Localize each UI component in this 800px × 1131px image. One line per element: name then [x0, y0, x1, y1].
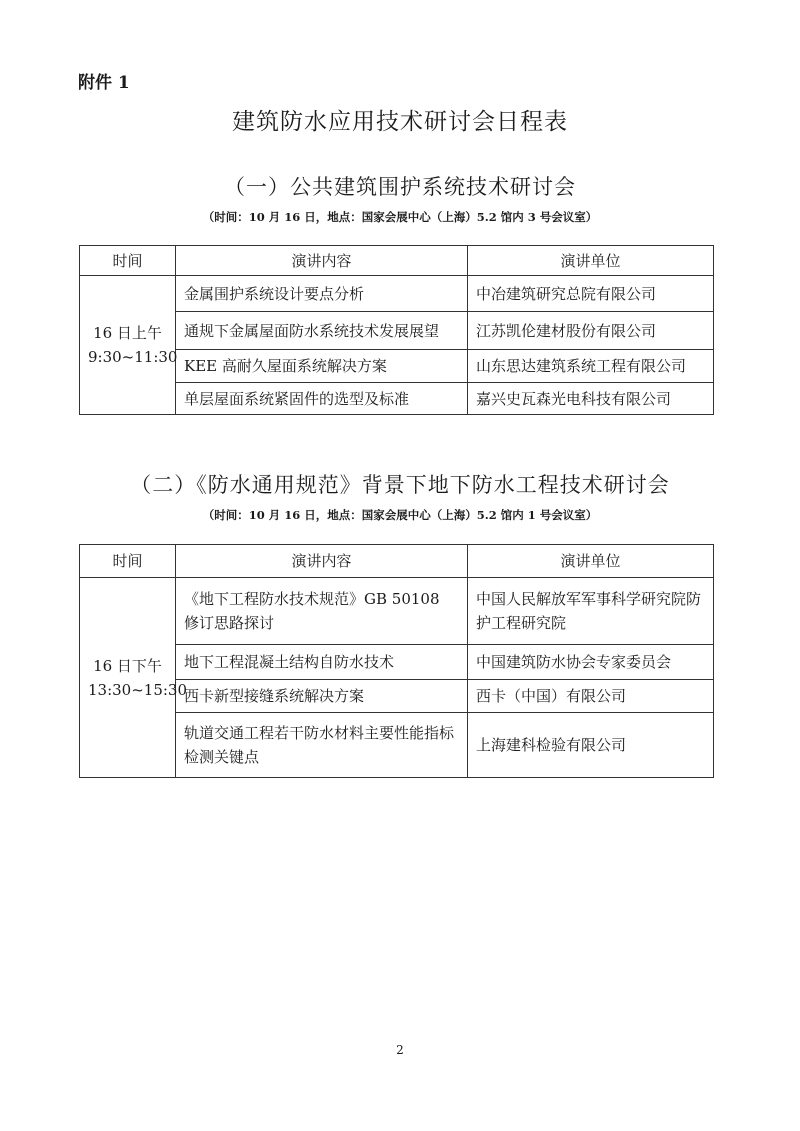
page-title: 建筑防水应用技术研讨会日程表	[232, 109, 568, 135]
time-date: 16 日上午	[93, 324, 162, 342]
schedule-table-2	[79, 544, 714, 778]
talk-title: 西卡新型接缝系统解决方案	[176, 680, 468, 713]
speaker-unit: 西卡（中国）有限公司	[468, 680, 714, 713]
section-2-title: （二）《防水通用规范》背景下地下防水工程技术研讨会	[130, 473, 670, 497]
table-row	[80, 276, 714, 312]
table-row	[80, 645, 714, 680]
attachment-label: 附件 1	[78, 73, 130, 93]
section-1-note: （时间：10 月 16 日，地点：国家会展中心（上海）5.2 馆内 3 号会议室）	[202, 210, 598, 224]
speaker-unit: 中国建筑防水协会专家委员会	[468, 645, 714, 680]
header-unit: 演讲单位	[468, 545, 714, 578]
talk-title: 《地下工程防水技术规范》GB 50108 修订思路探讨	[176, 578, 468, 645]
talk-title: 金属围护系统设计要点分析	[176, 276, 468, 312]
talk-title: 地下工程混凝土结构自防水技术	[176, 645, 468, 680]
time-range: 13:30~15:30	[88, 680, 188, 699]
table-header-row	[80, 246, 714, 276]
speaker-unit: 江苏凯伦建材股份有限公司	[468, 312, 714, 350]
time-date: 16 日下午	[93, 656, 162, 675]
table-header-row	[80, 545, 714, 578]
table-row	[80, 578, 714, 645]
speaker-unit: 嘉兴史瓦森光电科技有限公司	[468, 383, 714, 415]
section-2-note: （时间：10 月 16 日，地点：国家会展中心（上海）5.2 馆内 1 号会议室）	[202, 508, 598, 522]
talk-title: 通规下金属屋面防水系统技术发展展望	[176, 312, 468, 350]
section-1-title: （一）公共建筑围护系统技术研讨会	[224, 175, 576, 199]
time-cell	[80, 276, 176, 415]
header-unit: 演讲单位	[468, 246, 714, 276]
page-number: 2	[396, 1043, 404, 1057]
table-row	[80, 312, 714, 350]
header-content: 演讲内容	[176, 545, 468, 578]
talk-title: 单层屋面系统紧固件的选型及标准	[176, 383, 468, 415]
table-row	[80, 383, 714, 415]
schedule-table-1	[79, 245, 714, 415]
header-content: 演讲内容	[176, 246, 468, 276]
header-time: 时间	[80, 246, 176, 276]
talk-title: 轨道交通工程若干防水材料主要性能指标检测关键点	[176, 713, 468, 778]
speaker-unit: 中冶建筑研究总院有限公司	[468, 276, 714, 312]
speaker-unit: 山东思达建筑系统工程有限公司	[468, 350, 714, 383]
table-row	[80, 713, 714, 778]
talk-title: KEE 高耐久屋面系统解决方案	[176, 350, 468, 383]
speaker-unit: 中国人民解放军军事科学研究院防护工程研究院	[468, 578, 714, 645]
header-time: 时间	[80, 545, 176, 578]
speaker-unit: 上海建科检验有限公司	[468, 713, 714, 778]
time-cell	[80, 578, 188, 778]
time-range: 9:30~11:30	[88, 348, 178, 366]
